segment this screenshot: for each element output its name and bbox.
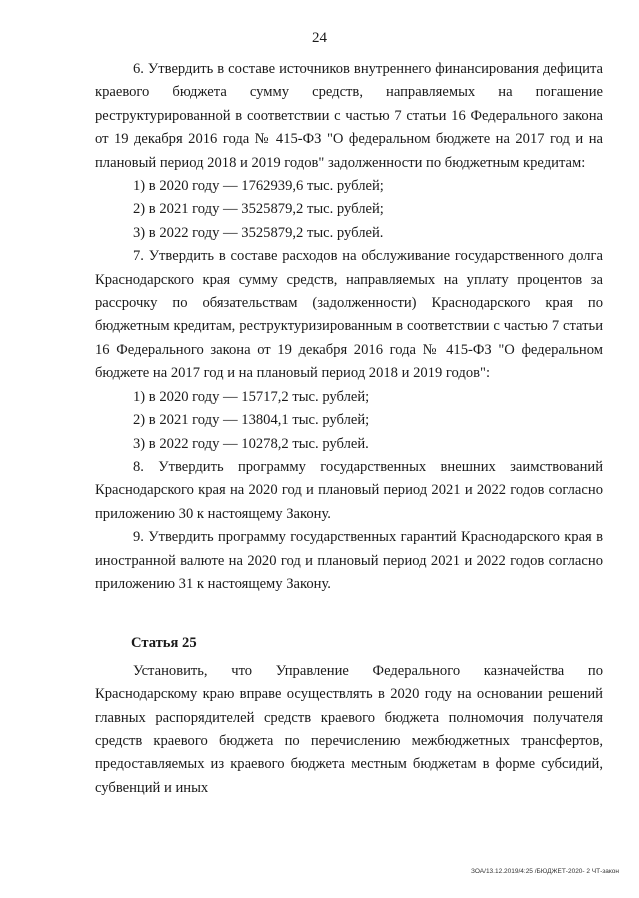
list-item: 2) в 2021 году — 3525879,2 тыс. рублей;: [133, 201, 384, 218]
paragraph-9: 9. Утвердить программу государственных гарантий Краснодарского края в иностранной валюте на 2020 год и плановый период 2021 и 2022 годов согласно приложению 31 к настоящему Закону.: [95, 529, 603, 592]
paragraph-8: 8. Утвердить программу государственных внешних заимствований Краснодарского края на 2020 год и плановый период 2021 и 2022 годов согласно приложению 30 к настоящему Закону.: [95, 458, 603, 522]
article-25-heading: Статья 25: [131, 635, 197, 652]
paragraph-6: 6. Утвердить в составе источников внутреннего финансирования дефицита краевого бюджета сумму средств, направляемых на погашение реструктурированной в соответствии с частью 7 статьи 16 Федерального закона от 19 декабря 2016 года № 415-ФЗ "О федеральном бюджете на 2017 год и на плановый период 2018 и 2019 годов" задолженности по бюджетным кредитам:: [95, 61, 603, 171]
page-number: 24: [312, 30, 327, 46]
list-item: 3) в 2022 году — 10278,2 тыс. рублей.: [133, 435, 369, 452]
list-item: 1) в 2020 году — 1762939,6 тыс. рублей;: [133, 178, 384, 195]
paragraph-7: 7. Утвердить в составе расходов на обслуживание государственного долга Краснодарского края сумму средств, направляемых на уплату процентов за рассрочку по обязательствам (задолженности) Краснодарского края по бюджетным кредитам, реструктуризированным в соответствии с частью 7 статьи 16 Федерального закона от 19 декабря 2016 года № 415-ФЗ "О федеральном бюджете на 2017 год и на плановый период 2018 и 2019 годов":: [95, 248, 603, 382]
list-item: 3) в 2022 году — 3525879,2 тыс. рублей.: [133, 224, 384, 241]
list-item: 2) в 2021 году — 13804,1 тыс. рублей;: [133, 412, 370, 429]
article-25-text: Установить, что Управление Федерального казначейства по Краснодарскому краю вправе осуществлять в 2020 году на основании решений главных распорядителей средств краевого бюджета полномочия получателя средств краевого бюджета по перечислению межбюджетных трансфертов, предоставляемых из краевого бюджета местным бюджетам в форме субсидий, субвенций и иных: [95, 662, 603, 796]
document-footer-code: ЗОА/13.12.2019/4:25 /БЮДЖЕТ-2020- 2 ЧТ-закон: [471, 868, 619, 875]
list-item: 1) в 2020 году — 15717,2 тыс. рублей;: [133, 388, 370, 405]
document-body: [95, 58, 603, 800]
